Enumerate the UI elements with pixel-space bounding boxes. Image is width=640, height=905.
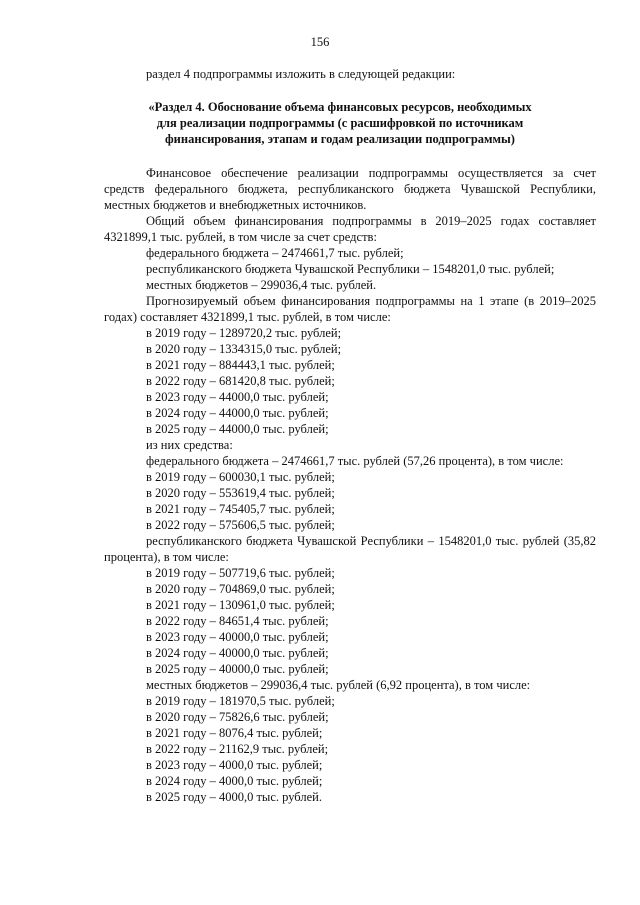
- section-body: [104, 165, 596, 805]
- list-item: в 2025 году – 4000,0 тыс. рублей.: [146, 790, 322, 804]
- heading-line: финансирования, этапам и годам реализации подпрограммы): [165, 132, 515, 146]
- list-item: в 2025 году – 44000,0 тыс. рублей;: [146, 422, 329, 436]
- list-item: в 2021 году – 8076,4 тыс. рублей;: [146, 726, 323, 740]
- section-heading: [100, 99, 580, 147]
- list-item: в 2019 году – 600030,1 тыс. рублей;: [146, 470, 335, 484]
- list-item: в 2025 году – 40000,0 тыс. рублей;: [146, 662, 329, 676]
- list-item: федерального бюджета – 2474661,7 тыс. рублей;: [146, 246, 404, 260]
- list-item: в 2022 году – 575606,5 тыс. рублей;: [146, 518, 335, 532]
- list-item: в 2021 году – 130961,0 тыс. рублей;: [146, 598, 335, 612]
- list-item: в 2022 году – 84651,4 тыс. рублей;: [146, 614, 329, 628]
- list-item: в 2020 году – 1334315,0 тыс. рублей;: [146, 342, 342, 356]
- list-item: в 2022 году – 21162,9 тыс. рублей;: [146, 742, 329, 756]
- list-item: в 2020 году – 704869,0 тыс. рублей;: [146, 582, 335, 596]
- heading-line: «Раздел 4. Обоснование объема финансовых ресурсов, необходимых: [148, 100, 532, 114]
- list-item: в 2019 году – 507719,6 тыс. рублей;: [146, 566, 335, 580]
- list-item: в 2024 году – 44000,0 тыс. рублей;: [146, 406, 329, 420]
- list-item: местных бюджетов – 299036,4 тыс. рублей (6,92 процента), в том числе:: [146, 678, 531, 692]
- list-item: в 2019 году – 181970,5 тыс. рублей;: [146, 694, 335, 708]
- list-item: в 2023 году – 40000,0 тыс. рублей;: [146, 630, 329, 644]
- list-item: в 2019 году – 1289720,2 тыс. рублей;: [146, 326, 342, 340]
- intro-line: раздел 4 подпрограммы изложить в следующей редакции:: [146, 67, 456, 81]
- heading-line: для реализации подпрограммы (с расшифровкой по источникам: [156, 116, 524, 130]
- list-item: в 2024 году – 4000,0 тыс. рублей;: [146, 774, 323, 788]
- list-item: в 2023 году – 44000,0 тыс. рублей;: [146, 390, 329, 404]
- paragraph: Общий объем финансирования подпрограммы в 2019–2025 годах составляет 4321899,1 тыс. рублей, в том числе за счет средств:: [104, 214, 596, 244]
- list-item: в 2023 году – 4000,0 тыс. рублей;: [146, 758, 323, 772]
- paragraph: республиканского бюджета Чувашской Республики – 1548201,0 тыс. рублей (35,82 процента), в том числе:: [104, 534, 596, 564]
- paragraph: республиканского бюджета Чувашской Республики – 1548201,0 тыс. рублей;: [146, 262, 555, 276]
- list-item: из них средства:: [146, 438, 233, 452]
- list-item: в 2024 году – 40000,0 тыс. рублей;: [146, 646, 329, 660]
- list-item: в 2020 году – 75826,6 тыс. рублей;: [146, 710, 329, 724]
- list-item: в 2021 году – 884443,1 тыс. рублей;: [146, 358, 335, 372]
- list-item: в 2022 году – 681420,8 тыс. рублей;: [146, 374, 335, 388]
- list-item: в 2020 году – 553619,4 тыс. рублей;: [146, 486, 335, 500]
- list-item: в 2021 году – 745405,7 тыс. рублей;: [146, 502, 335, 516]
- page-number: 156: [310, 35, 330, 49]
- list-item: местных бюджетов – 299036,4 тыс. рублей.: [146, 278, 377, 292]
- paragraph: федерального бюджета – 2474661,7 тыс. рублей (57,26 процента), в том числе:: [146, 454, 564, 468]
- paragraph: Финансовое обеспечение реализации подпрограммы осуществляется за счет средств федерального бюджета, республиканского бюджета Чувашской Республики, местных бюджетов и внебюджетных источников.: [104, 166, 596, 212]
- paragraph: Прогнозируемый объем финансирования подпрограммы на 1 этапе (в 2019–2025 годах) составляет 4321899,1 тыс. рублей, в том числе:: [104, 294, 596, 324]
